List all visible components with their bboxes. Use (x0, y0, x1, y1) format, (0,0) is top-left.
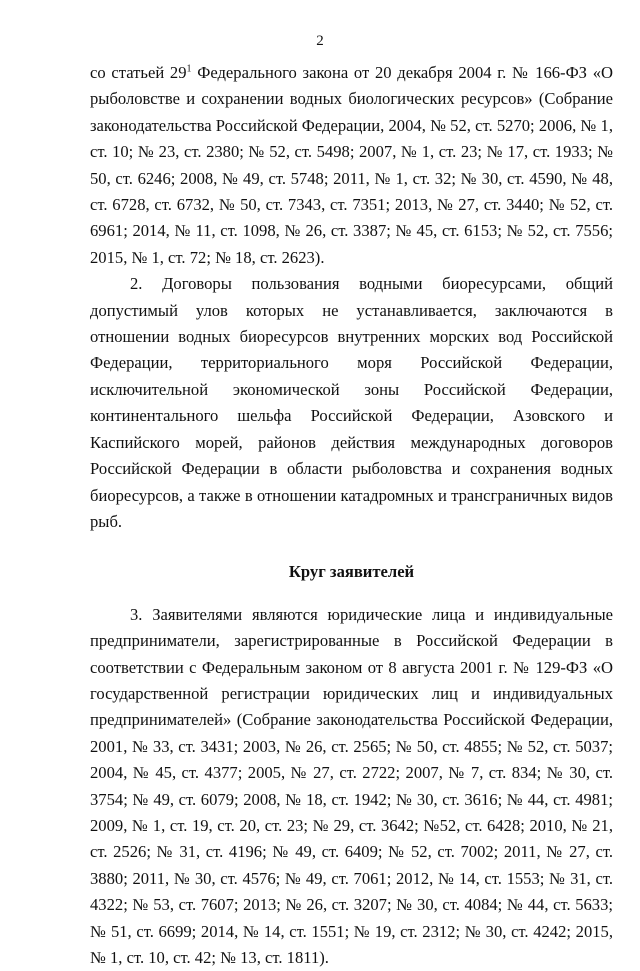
page-number: 2 (316, 33, 324, 49)
paragraph-applicants: 3. Заявителями являются юридические лица и индивидуальные предприниматели, зарегистрированные в Российской Федерации в соответствии с Федеральным законом от 8 августа 2001 г. № 129-ФЗ «О государственной регистрации юридических лиц и индивидуальных предпринимателей» (Собрание законодательства Российской Федерации, 2001, № 33, ст. 3431; 2003, № 26, ст. 2565; № 50, ст. 4855; № 52, ст. 5037; 2004, № 45, ст. 4377; 2005, № 27, ст. 2722; 2007, № 7, ст. 834; № 30, ст. 3754; № 49, ст. 6079; 2008, № 18, ст. 1942; № 30, ст. 3616; № 44, ст. 4981; 2009, № 1, ст. 19, ст. 20, ст. 23; № 29, ст. 3642; №52, ст. 6428; 2010, № 21, ст. 2526; № 31, ст. 4196; № 49, ст. 6409; № 52, ст. 7002; 2011, № 27, ст. 3880; 2011, № 30, ст. 4576; № 49, ст. 7061; 2012, № 14, ст. 1553; № 31, ст. 4322; № 53, ст. 7607; 2013; № 26, ст. 3207; № 30, ст. 4084; № 44, ст. 5633; № 51, ст. 6699; 2014, № 14, ст. 1551; № 19, ст. 2312; № 30, ст. 4242; 2015, № 1, ст. 10, ст. 42; № 13, ст. 1811). (90, 604, 613, 967)
article-superscript: 1 (186, 63, 192, 75)
paragraph-law-reference (90, 60, 613, 271)
section-heading: Круг заявителей (288, 562, 415, 582)
paragraph-contracts: 2. Договоры пользования водными биоресурсами, общий допустимый улов которых не устанавливается, заключаются в отношении водных биоресурсов внутренних морских вод Российской Федерации, территориального моря Российской Федерации, исключительной экономической зоны Российской Федерации, континентального шельфа Российской Федерации, Азовского и Каспийского морей, районов действия международных договоров Российской Федерации в области рыболовства и сохранения водных биоресурсов, а также в отношении катадромных и трансграничных видов рыб. (90, 274, 613, 531)
document-body (90, 60, 613, 971)
paragraph-1-rest: Федерального закона от 20 декабря 2004 г. № 166-ФЗ «О рыболовстве и сохранении водных биологических ресурсов» (Собрание законодательства Российской Федерации, 2004, № 52, ст. 5270; 2006, № 1, ст. 10; № 23, ст. 2380; № 52, ст. 5498; 2007, № 1, ст. 23; № 17, ст. 1933; № 50, ст. 6246; 2008, № 49, ст. 5748; 2011, № 1, ст. 32; № 30, ст. 4590, № 48, ст. 6728, ст. 6732, № 50, ст. 7343, ст. 7351; 2013, № 27, ст. 3440; № 52, ст. 6961; 2014, № 11, ст. 1098, № 26, ст. 3387; № 45, ст. 6153; № 52, ст. 7556; 2015, № 1, ст. 72; № 18, ст. 2623). (90, 63, 613, 267)
paragraph-1-start: со статьей 29 (90, 63, 187, 82)
